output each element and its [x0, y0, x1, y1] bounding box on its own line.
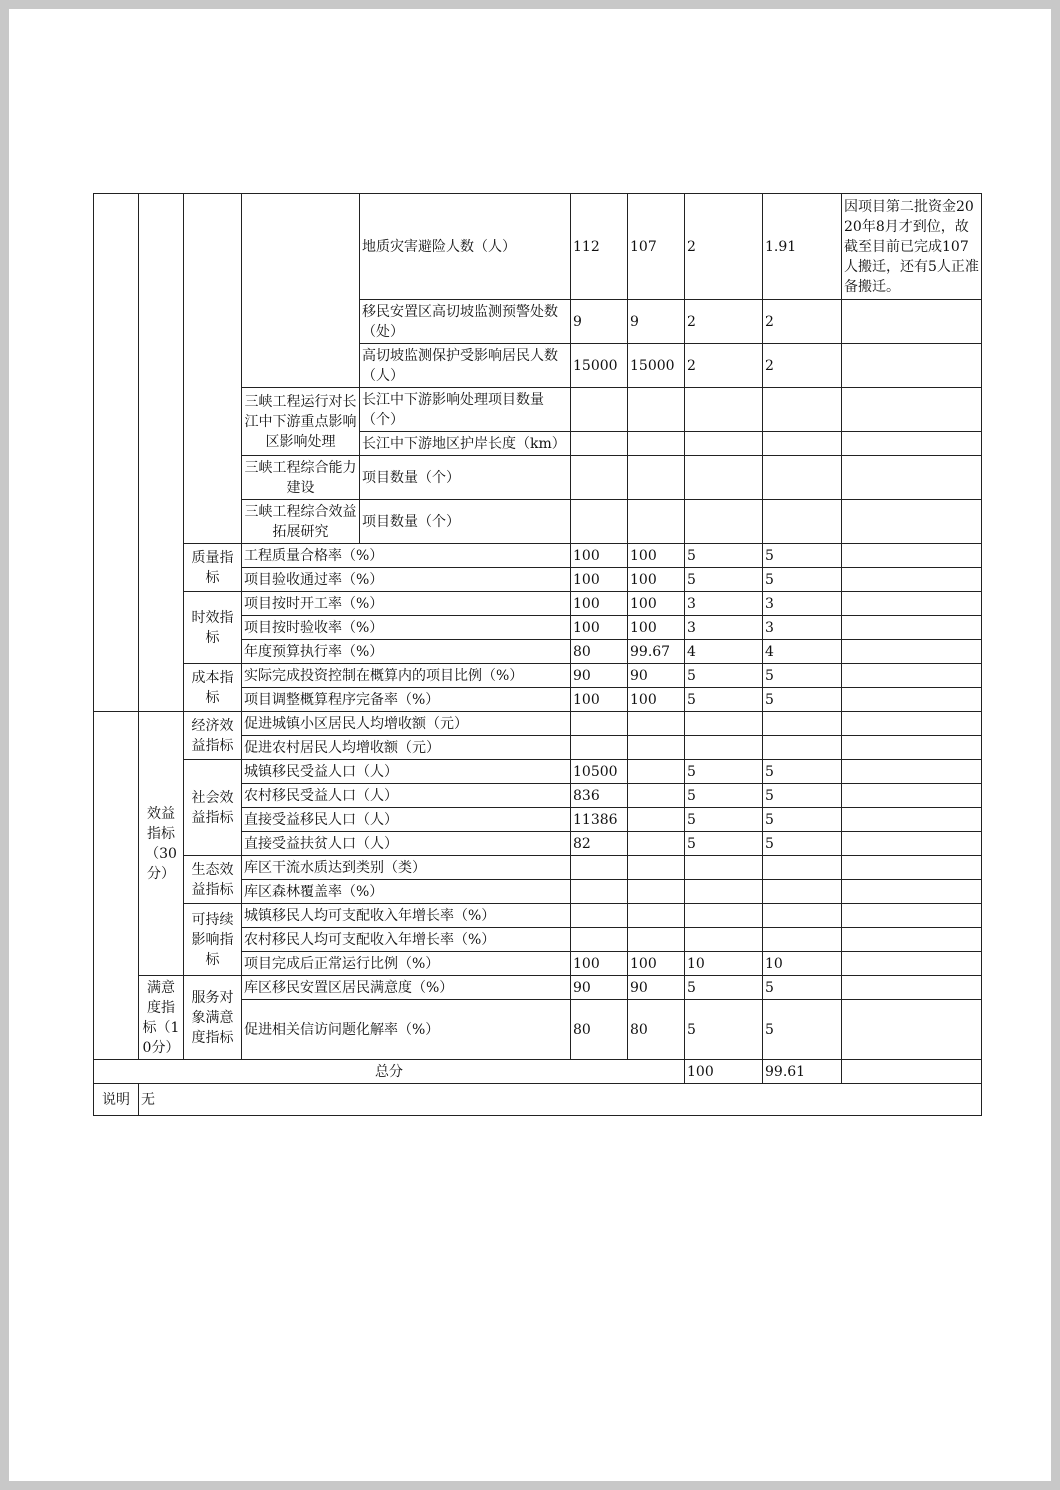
- weight-cell: 5: [685, 688, 763, 712]
- weight-cell: [685, 928, 763, 952]
- note-cell: [842, 640, 982, 664]
- actual-cell: [628, 784, 685, 808]
- weight-cell: 5: [685, 832, 763, 856]
- actual-cell: 9: [628, 300, 685, 344]
- label-cost: 成本指标: [184, 664, 242, 712]
- note-cell: [842, 344, 982, 388]
- actual-cell: [628, 904, 685, 928]
- target-cell: 90: [571, 664, 628, 688]
- label-ecological: 生态效益指标: [184, 856, 242, 904]
- note-cell: [842, 928, 982, 952]
- target-cell: [571, 500, 628, 544]
- note-cell: [842, 500, 982, 544]
- weight-cell: 2: [685, 194, 763, 300]
- target-cell: [571, 928, 628, 952]
- indicator-cell: 促进农村居民人均增收额（元）: [242, 736, 571, 760]
- target-cell: [571, 432, 628, 456]
- remark-label: 说明: [94, 1084, 139, 1116]
- target-cell: 82: [571, 832, 628, 856]
- note-cell: [842, 1000, 982, 1060]
- note-cell: [842, 456, 982, 500]
- score-cell: [763, 388, 842, 432]
- note-cell: [842, 616, 982, 640]
- remark-value: 无: [139, 1084, 982, 1116]
- indicator-cell: 工程质量合格率（%）: [242, 544, 571, 568]
- label-satisfaction: 满意度指标（10分）: [139, 976, 184, 1060]
- score-cell: [763, 736, 842, 760]
- score-cell: 2: [763, 344, 842, 388]
- note-cell: [842, 976, 982, 1000]
- note-cell: [842, 808, 982, 832]
- weight-cell: 5: [685, 568, 763, 592]
- target-cell: 90: [571, 976, 628, 1000]
- actual-cell: 107: [628, 194, 685, 300]
- score-cell: 5: [763, 1000, 842, 1060]
- weight-cell: 5: [685, 1000, 763, 1060]
- indicator-cell: 项目按时验收率（%）: [242, 616, 571, 640]
- note-cell: [842, 712, 982, 736]
- note-cell: [842, 592, 982, 616]
- total-label: 总分: [94, 1060, 685, 1084]
- target-cell: 15000: [571, 344, 628, 388]
- actual-cell: 100: [628, 952, 685, 976]
- total-score: 99.61: [763, 1060, 842, 1084]
- target-cell: 100: [571, 688, 628, 712]
- target-cell: 10500: [571, 760, 628, 784]
- actual-cell: 99.67: [628, 640, 685, 664]
- actual-cell: [628, 928, 685, 952]
- indicator-cell: 库区移民安置区居民满意度（%）: [242, 976, 571, 1000]
- group-downstream: 三峡工程运行对长江中下游重点影响区影响处理: [242, 388, 360, 456]
- score-cell: 5: [763, 760, 842, 784]
- third-level-cell: [184, 194, 242, 544]
- group-capacity: 三峡工程综合能力建设: [242, 456, 360, 500]
- note-cell: [842, 688, 982, 712]
- actual-cell: [628, 432, 685, 456]
- note-cell: [842, 832, 982, 856]
- weight-cell: [685, 880, 763, 904]
- actual-cell: [628, 712, 685, 736]
- note-cell: 因项目第二批资金2020年8月才到位，故截至目前已完成107人搬迁，还有5人正准备搬迁。: [842, 194, 982, 300]
- total-weight: 100: [685, 1060, 763, 1084]
- target-cell: [571, 456, 628, 500]
- weight-cell: 2: [685, 344, 763, 388]
- weight-cell: 4: [685, 640, 763, 664]
- score-cell: 5: [763, 784, 842, 808]
- actual-cell: [628, 856, 685, 880]
- indicator-cell: 农村移民人均可支配收入年增长率（%）: [242, 928, 571, 952]
- indicator-cell: 项目数量（个）: [360, 500, 571, 544]
- target-cell: 100: [571, 544, 628, 568]
- note-cell: [842, 736, 982, 760]
- label-economic: 经济效益指标: [184, 712, 242, 760]
- weight-cell: 5: [685, 544, 763, 568]
- target-cell: 100: [571, 952, 628, 976]
- label-quality: 质量指标: [184, 544, 242, 592]
- actual-cell: [628, 760, 685, 784]
- actual-cell: 100: [628, 592, 685, 616]
- first-level-cell: [94, 194, 139, 712]
- note-cell: [842, 856, 982, 880]
- actual-cell: [628, 500, 685, 544]
- first-level-cell: [94, 712, 139, 1060]
- target-cell: 100: [571, 568, 628, 592]
- weight-cell: 5: [685, 976, 763, 1000]
- score-cell: 2: [763, 300, 842, 344]
- weight-cell: [685, 500, 763, 544]
- indicator-cell: 城镇移民受益人口（人）: [242, 760, 571, 784]
- table-row: [94, 664, 982, 688]
- target-cell: 100: [571, 592, 628, 616]
- group-research: 三峡工程综合效益拓展研究: [242, 500, 360, 544]
- label-sustainable: 可持续影响指标: [184, 904, 242, 976]
- total-row: [94, 1060, 982, 1084]
- score-cell: 5: [763, 808, 842, 832]
- target-cell: 80: [571, 1000, 628, 1060]
- score-cell: [763, 500, 842, 544]
- target-cell: 100: [571, 616, 628, 640]
- actual-cell: [628, 808, 685, 832]
- score-cell: [763, 928, 842, 952]
- target-cell: 112: [571, 194, 628, 300]
- actual-cell: 100: [628, 544, 685, 568]
- note-cell: [842, 880, 982, 904]
- actual-cell: [628, 388, 685, 432]
- performance-table: [93, 193, 982, 1116]
- indicator-cell: 实际完成投资控制在概算内的项目比例（%）: [242, 664, 571, 688]
- actual-cell: 15000: [628, 344, 685, 388]
- note-cell: [842, 388, 982, 432]
- weight-cell: 10: [685, 952, 763, 976]
- score-cell: 5: [763, 568, 842, 592]
- weight-cell: [685, 432, 763, 456]
- score-cell: 5: [763, 688, 842, 712]
- table-row: [94, 760, 982, 784]
- table-row: [94, 592, 982, 616]
- label-benefit: 效益指标（30分）: [139, 712, 184, 976]
- indicator-cell: 项目完成后正常运行比例（%）: [242, 952, 571, 976]
- score-cell: 3: [763, 592, 842, 616]
- weight-cell: [685, 712, 763, 736]
- note-cell: [842, 544, 982, 568]
- indicator-cell: 高切坡监测保护受影响居民人数（人）: [360, 344, 571, 388]
- indicator-cell: 长江中下游影响处理项目数量（个）: [360, 388, 571, 432]
- actual-cell: 90: [628, 976, 685, 1000]
- score-cell: 5: [763, 832, 842, 856]
- score-cell: 5: [763, 976, 842, 1000]
- weight-cell: [685, 856, 763, 880]
- weight-cell: 5: [685, 664, 763, 688]
- indicator-cell: 库区干流水质达到类别（类）: [242, 856, 571, 880]
- weight-cell: 3: [685, 592, 763, 616]
- weight-cell: 5: [685, 808, 763, 832]
- indicator-cell: 项目验收通过率（%）: [242, 568, 571, 592]
- second-level-cell: [139, 194, 184, 712]
- score-cell: [763, 904, 842, 928]
- weight-cell: 3: [685, 616, 763, 640]
- target-cell: 80: [571, 640, 628, 664]
- indicator-cell: 促进城镇小区居民人均增收额（元）: [242, 712, 571, 736]
- indicator-cell: 直接受益移民人口（人）: [242, 808, 571, 832]
- table-row: [94, 712, 982, 736]
- indicator-cell: 直接受益扶贫人口（人）: [242, 832, 571, 856]
- note-cell: [842, 664, 982, 688]
- score-cell: 4: [763, 640, 842, 664]
- actual-cell: 100: [628, 616, 685, 640]
- score-cell: [763, 456, 842, 500]
- indicator-cell: 项目按时开工率（%）: [242, 592, 571, 616]
- indicator-cell: 项目数量（个）: [360, 456, 571, 500]
- note-cell: [842, 568, 982, 592]
- note-cell: [842, 904, 982, 928]
- total-note: [842, 1060, 982, 1084]
- label-service-satisfaction: 服务对象满意度指标: [184, 976, 242, 1060]
- indicator-cell: 农村移民受益人口（人）: [242, 784, 571, 808]
- label-timeliness: 时效指标: [184, 592, 242, 664]
- table-row: [94, 194, 982, 300]
- indicator-cell: 移民安置区高切坡监测预警处数（处）: [360, 300, 571, 344]
- table-row: [94, 976, 982, 1000]
- note-cell: [842, 952, 982, 976]
- weight-cell: 5: [685, 784, 763, 808]
- actual-cell: [628, 880, 685, 904]
- weight-cell: 5: [685, 760, 763, 784]
- note-cell: [842, 432, 982, 456]
- score-cell: 5: [763, 664, 842, 688]
- actual-cell: [628, 832, 685, 856]
- actual-cell: [628, 456, 685, 500]
- score-cell: 10: [763, 952, 842, 976]
- target-cell: [571, 880, 628, 904]
- target-cell: [571, 856, 628, 880]
- target-cell: [571, 388, 628, 432]
- actual-cell: 90: [628, 664, 685, 688]
- target-cell: 11386: [571, 808, 628, 832]
- target-cell: 9: [571, 300, 628, 344]
- remark-row: [94, 1084, 982, 1116]
- table-row: [94, 856, 982, 880]
- weight-cell: [685, 736, 763, 760]
- indicator-cell: 城镇移民人均可支配收入年增长率（%）: [242, 904, 571, 928]
- indicator-cell: 库区森林覆盖率（%）: [242, 880, 571, 904]
- note-cell: [842, 760, 982, 784]
- weight-cell: [685, 904, 763, 928]
- indicator-cell: 地质灾害避险人数（人）: [360, 194, 571, 300]
- note-cell: [842, 300, 982, 344]
- score-cell: 3: [763, 616, 842, 640]
- indicator-cell: 长江中下游地区护岸长度（km）: [360, 432, 571, 456]
- score-cell: 5: [763, 544, 842, 568]
- score-cell: [763, 432, 842, 456]
- target-cell: [571, 712, 628, 736]
- weight-cell: [685, 456, 763, 500]
- document-page: [9, 9, 1051, 1481]
- table-row: [94, 904, 982, 928]
- indicator-cell: 年度预算执行率（%）: [242, 640, 571, 664]
- target-cell: [571, 736, 628, 760]
- actual-cell: 100: [628, 688, 685, 712]
- score-cell: [763, 856, 842, 880]
- indicator-cell: 促进相关信访问题化解率（%）: [242, 1000, 571, 1060]
- note-cell: [842, 784, 982, 808]
- table-row: [94, 544, 982, 568]
- weight-cell: [685, 388, 763, 432]
- indicator-cell: 项目调整概算程序完备率（%）: [242, 688, 571, 712]
- weight-cell: 2: [685, 300, 763, 344]
- label-social: 社会效益指标: [184, 760, 242, 856]
- target-cell: [571, 904, 628, 928]
- actual-cell: 80: [628, 1000, 685, 1060]
- target-cell: 836: [571, 784, 628, 808]
- actual-cell: 100: [628, 568, 685, 592]
- actual-cell: [628, 736, 685, 760]
- score-cell: [763, 712, 842, 736]
- score-cell: [763, 880, 842, 904]
- score-cell: 1.91: [763, 194, 842, 300]
- group-cell: [242, 194, 360, 388]
